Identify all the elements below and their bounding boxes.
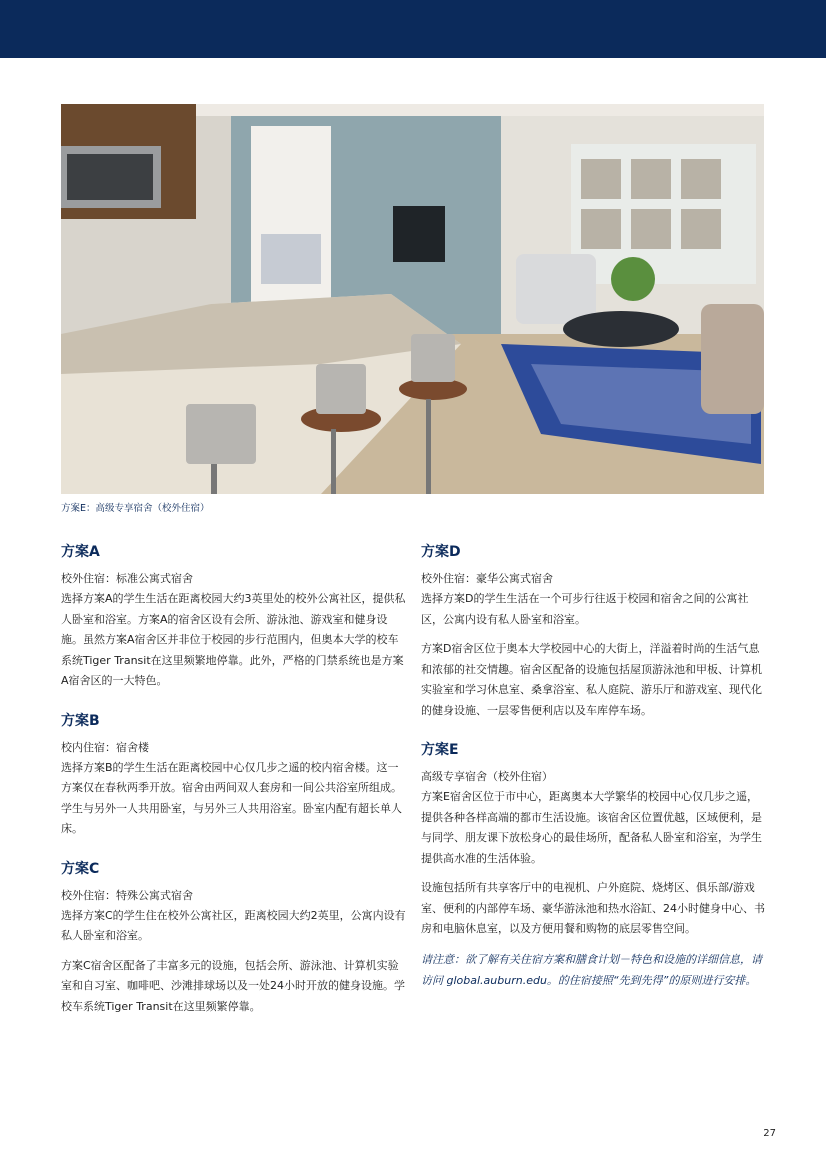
- section-title: 方案A: [61, 544, 100, 560]
- section-option-e: [421, 741, 766, 991]
- section-option-a: [61, 543, 406, 692]
- photo-illustration: [61, 104, 764, 494]
- section-note: 请注意：欲了解有关住宿方案和膳食计划－特色和设施的详细信息，请访问 global.auburn.edu。的住宿接照“先到先得”的原则进行安排。: [421, 952, 762, 987]
- page-number: 27: [763, 1128, 776, 1139]
- section-subtitle: 校外住宿：标准公寓式宿舍: [61, 572, 193, 585]
- right-column: [421, 543, 766, 1011]
- section-title: 方案C: [61, 860, 100, 877]
- section-subtitle: 校内住宿：宿舍楼: [61, 740, 149, 754]
- section-title: 方案D: [421, 544, 461, 560]
- section-paragraph: 方案E宿舍区位于市中心，距离奥本大学繁华的校园中心仅几步之遥，提供各种各样高端的都市生活设施。该宿舍区位置优越，区域便利，是与同学、朋友课下放松身心的最佳场所，配备私人卧室和浴室，为学生提供高水准的生活体验。: [421, 790, 762, 865]
- section-paragraph: 选择方案D的学生生活在一个可步行往返于校园和宿舍之间的公寓社区，公寓内设有私人卧室和浴室。: [421, 592, 749, 626]
- apartment-interior-photo: [61, 104, 764, 494]
- section-subtitle: 校外住宿：豪华公寓式宿舍: [421, 572, 553, 585]
- photo-caption: 方案E：高级专享宿舍（校外住宿）: [61, 503, 210, 514]
- section-option-b: [61, 712, 406, 840]
- section-title: 方案B: [61, 712, 100, 729]
- section-paragraph: 方案C宿舍区配备了丰富多元的设施，包括会所、游泳池、计算机实验室和自习室、咖啡吧、沙滩排球场以及一处24小时开放的健身设施。学校车系统Tiger Transit在这里频繁停靠。: [61, 958, 405, 1013]
- section-paragraph: 选择方案A的学生生活在距离校园大约3英里处的校外公寓社区，提供私人卧室和浴室。方案A的宿舍区设有会所、游泳池、游戏室和健身设施。虽然方案A宿舍区并非位于校园的步行范围内，但奥本大学的校车系统Tiger Transit在这里频繁地停靠。此外，严格的门禁系统也是方案A宿舍区的一大特色。: [61, 592, 406, 687]
- section-title: 方案E: [421, 742, 459, 758]
- section-subtitle: 高级专享宿舍（校外住宿）: [421, 770, 553, 783]
- header-band: [0, 0, 826, 58]
- section-option-c: [61, 860, 406, 1018]
- section-subtitle: 校外住宿：特殊公寓式宿舍: [61, 888, 193, 902]
- section-paragraph: 设施包括所有共享客厅中的电视机、户外庭院、烧烤区、俱乐部/游戏室、便利的内部停车场、豪华游泳池和热水浴缸、24小时健身中心、书房和电脑休息室，以及方便用餐和购物的底层零售空间。: [421, 881, 765, 935]
- section-option-d: [421, 543, 766, 721]
- section-paragraph: 选择方案B的学生生活在距离校园中心仅几步之遥的校内宿舍楼。这一方案仅在春秋两季开放。宿舍由两间双人套房和一间公共浴室所组成。学生与另外一人共用卧室，与另外三人共用浴室。卧室内配有超长单人床。: [61, 760, 402, 835]
- left-column: [61, 543, 406, 1037]
- section-paragraph: 选择方案C的学生住在校外公寓社区，距离校园大约2英里，公寓内设有私人卧室和浴室。: [61, 908, 406, 942]
- section-paragraph: 方案D宿舍区位于奥本大学校园中心的大街上，洋溢着时尚的生活气息和浓郁的社交情趣。宿舍区配备的设施包括屋顶游泳池和甲板、计算机实验室和学习休息室、桑拿浴室、私人庭院、游乐厅和游戏室、现代化的健身设施、一层零售便利店以及车库停车场。: [421, 642, 762, 717]
